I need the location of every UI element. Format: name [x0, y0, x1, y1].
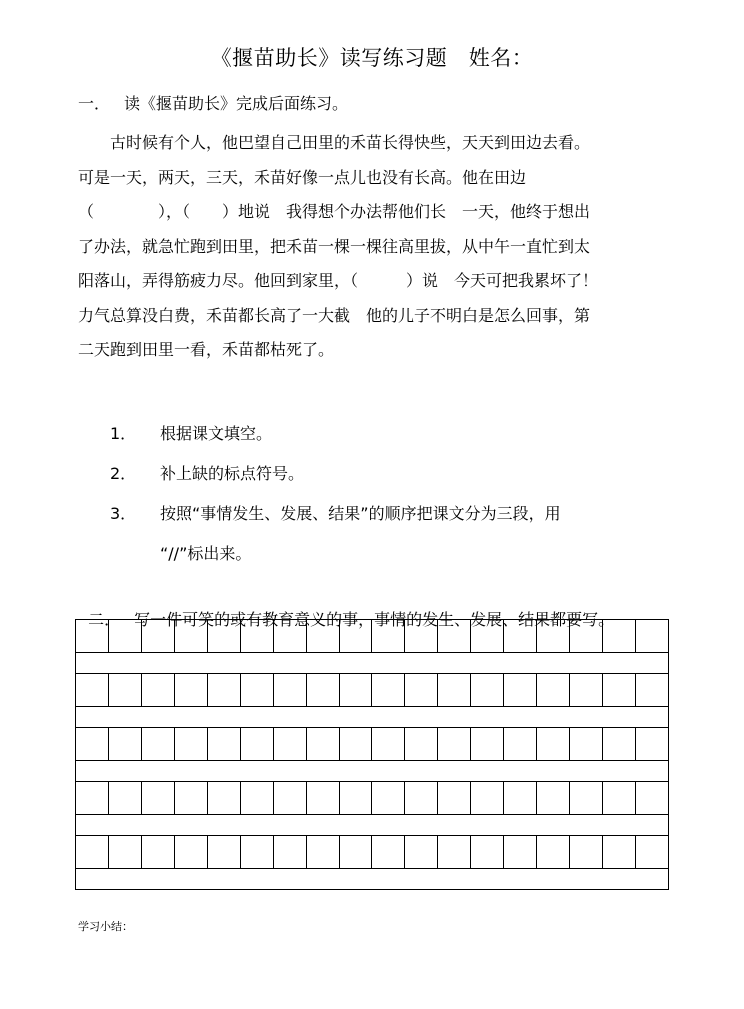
- section2-heading-text: 写一件可笑的或有教育意义的事，事情的发生、发展、结果都要写。: [134, 610, 615, 629]
- grid-cell[interactable]: [569, 835, 603, 869]
- grid-cell[interactable]: [141, 781, 175, 815]
- grid-cell[interactable]: [503, 619, 537, 653]
- grid-cell[interactable]: [75, 727, 109, 761]
- grid-cell[interactable]: [437, 727, 471, 761]
- grid-cell[interactable]: [207, 673, 241, 707]
- grid-cell[interactable]: [207, 619, 241, 653]
- grid-cell[interactable]: [404, 835, 438, 869]
- grid-cell[interactable]: [75, 781, 109, 815]
- grid-cell[interactable]: [174, 835, 208, 869]
- grid-cell[interactable]: [536, 619, 570, 653]
- grid-cell[interactable]: [602, 781, 636, 815]
- grid-cell[interactable]: [470, 673, 504, 707]
- passage-line: 了办法，就急忙跑到田里，把禾苗一棵一棵往高里拔，从中午一直忙到太: [78, 236, 591, 256]
- grid-cell[interactable]: [635, 673, 669, 707]
- grid-cell[interactable]: [75, 835, 109, 869]
- grid-cell[interactable]: [240, 835, 274, 869]
- grid-gap-row: [75, 814, 669, 836]
- grid-cell[interactable]: [404, 727, 438, 761]
- passage-line: 古时候有个人，他巴望自己田里的禾苗长得快些，天天到田边去看。: [78, 133, 591, 152]
- grid-cell[interactable]: [437, 673, 471, 707]
- grid-cell[interactable]: [602, 673, 636, 707]
- grid-cell-row: [75, 674, 669, 707]
- grid-cell-row: [75, 728, 669, 761]
- grid-cell[interactable]: [273, 835, 307, 869]
- grid-cell[interactable]: [75, 673, 109, 707]
- grid-cell[interactable]: [569, 619, 603, 653]
- grid-cell[interactable]: [536, 673, 570, 707]
- grid-cell[interactable]: [240, 619, 274, 653]
- grid-cell[interactable]: [503, 781, 537, 815]
- task-number: 3．: [110, 504, 137, 523]
- grid-cell[interactable]: [108, 727, 142, 761]
- task-list: [110, 420, 680, 580]
- grid-cell[interactable]: [569, 727, 603, 761]
- passage-line: （ ），（ ）地说 我得想个办法帮他们长 一天，他终于想出: [78, 202, 591, 221]
- task-item: [110, 500, 680, 540]
- section1-number: 一．: [78, 94, 111, 113]
- page-title: 《揠苗助长》读写练习题 姓名：: [210, 46, 534, 70]
- task-number: 2．: [110, 464, 137, 483]
- grid-cell[interactable]: [273, 673, 307, 707]
- grid-cell[interactable]: [108, 781, 142, 815]
- grid-cell[interactable]: [141, 619, 175, 653]
- grid-cell[interactable]: [404, 619, 438, 653]
- task-number: 1．: [110, 424, 137, 443]
- grid-gap-row: [75, 652, 669, 674]
- section2-number: 二．: [88, 610, 121, 629]
- section1-heading: [78, 91, 348, 114]
- grid-cell[interactable]: [174, 781, 208, 815]
- grid-cell[interactable]: [635, 727, 669, 761]
- reading-passage: [78, 126, 672, 368]
- grid-cell[interactable]: [207, 835, 241, 869]
- grid-cell[interactable]: [174, 727, 208, 761]
- grid-cell[interactable]: [240, 727, 274, 761]
- grid-cell[interactable]: [141, 727, 175, 761]
- task-text: 按照“事情发生、发展、结果”的顺序把课文分为三段，用: [160, 504, 561, 523]
- grid-cell[interactable]: [273, 781, 307, 815]
- grid-cell[interactable]: [536, 781, 570, 815]
- grid-cell[interactable]: [602, 619, 636, 653]
- grid-cell[interactable]: [339, 673, 373, 707]
- grid-cell[interactable]: [108, 619, 142, 653]
- writing-grid[interactable]: [75, 620, 669, 890]
- grid-cell-row: [75, 620, 669, 653]
- grid-cell-row: [75, 782, 669, 815]
- grid-cell[interactable]: [273, 727, 307, 761]
- grid-cell[interactable]: [602, 835, 636, 869]
- grid-cell[interactable]: [306, 781, 340, 815]
- grid-gap-row: [75, 760, 669, 782]
- grid-cell[interactable]: [569, 781, 603, 815]
- grid-cell[interactable]: [503, 835, 537, 869]
- grid-cell[interactable]: [141, 835, 175, 869]
- grid-cell[interactable]: [635, 619, 669, 653]
- passage-line: 力气总算没白费，禾苗都长高了一大截 他的儿子不明白是怎么回事，第: [78, 305, 591, 325]
- grid-cell[interactable]: [371, 619, 405, 653]
- grid-cell[interactable]: [437, 835, 471, 869]
- passage-line: 二天跑到田里一看，禾苗都枯死了。: [78, 340, 335, 359]
- grid-cell[interactable]: [240, 781, 274, 815]
- grid-cell[interactable]: [536, 727, 570, 761]
- grid-cell[interactable]: [536, 835, 570, 869]
- grid-cell[interactable]: [339, 781, 373, 815]
- grid-cell[interactable]: [470, 781, 504, 815]
- grid-cell[interactable]: [306, 835, 340, 869]
- grid-cell[interactable]: [371, 781, 405, 815]
- grid-cell[interactable]: [108, 673, 142, 707]
- grid-cell[interactable]: [404, 781, 438, 815]
- grid-cell[interactable]: [108, 835, 142, 869]
- grid-cell[interactable]: [470, 619, 504, 653]
- grid-cell[interactable]: [404, 673, 438, 707]
- grid-cell[interactable]: [240, 673, 274, 707]
- grid-cell[interactable]: [470, 835, 504, 869]
- task-item: [110, 460, 680, 500]
- grid-cell[interactable]: [371, 727, 405, 761]
- task-item-continuation: “//”标出来。: [160, 544, 252, 563]
- grid-cell[interactable]: [306, 673, 340, 707]
- grid-cell[interactable]: [437, 619, 471, 653]
- grid-gap-row: [75, 706, 669, 728]
- grid-cell[interactable]: [602, 727, 636, 761]
- grid-cell[interactable]: [75, 619, 109, 653]
- grid-cell[interactable]: [174, 673, 208, 707]
- grid-cell[interactable]: [635, 781, 669, 815]
- grid-cell-row: [75, 836, 669, 869]
- grid-cell[interactable]: [207, 781, 241, 815]
- grid-cell[interactable]: [437, 781, 471, 815]
- grid-cell[interactable]: [174, 619, 208, 653]
- grid-cell[interactable]: [470, 727, 504, 761]
- passage-line: 可是一天，两天，三天，禾苗好像一点儿也没有长高。他在田边: [78, 167, 527, 187]
- grid-gap-row: [75, 868, 669, 890]
- grid-cell[interactable]: [273, 619, 307, 653]
- grid-cell[interactable]: [339, 619, 373, 653]
- grid-cell[interactable]: [306, 619, 340, 653]
- grid-cell[interactable]: [635, 835, 669, 869]
- grid-cell[interactable]: [503, 673, 537, 707]
- grid-cell[interactable]: [371, 673, 405, 707]
- section1-heading-text: 读《揠苗助长》完成后面练习。: [124, 94, 349, 113]
- task-text: 补上缺的标点符号。: [160, 464, 305, 483]
- grid-cell[interactable]: [569, 673, 603, 707]
- task-item: [110, 420, 680, 460]
- grid-cell[interactable]: [503, 727, 537, 761]
- task-text: 根据课文填空。: [160, 424, 273, 443]
- grid-cell[interactable]: [339, 727, 373, 761]
- grid-cell[interactable]: [306, 727, 340, 761]
- summary-label: 学习小结：: [78, 920, 133, 933]
- grid-cell[interactable]: [371, 835, 405, 869]
- grid-cell[interactable]: [207, 727, 241, 761]
- grid-cell[interactable]: [339, 835, 373, 869]
- grid-cell[interactable]: [141, 673, 175, 707]
- passage-line: 阳落山，弄得筋疲力尽。他回到家里，（ ）说 今天可把我累坏了！: [78, 271, 599, 290]
